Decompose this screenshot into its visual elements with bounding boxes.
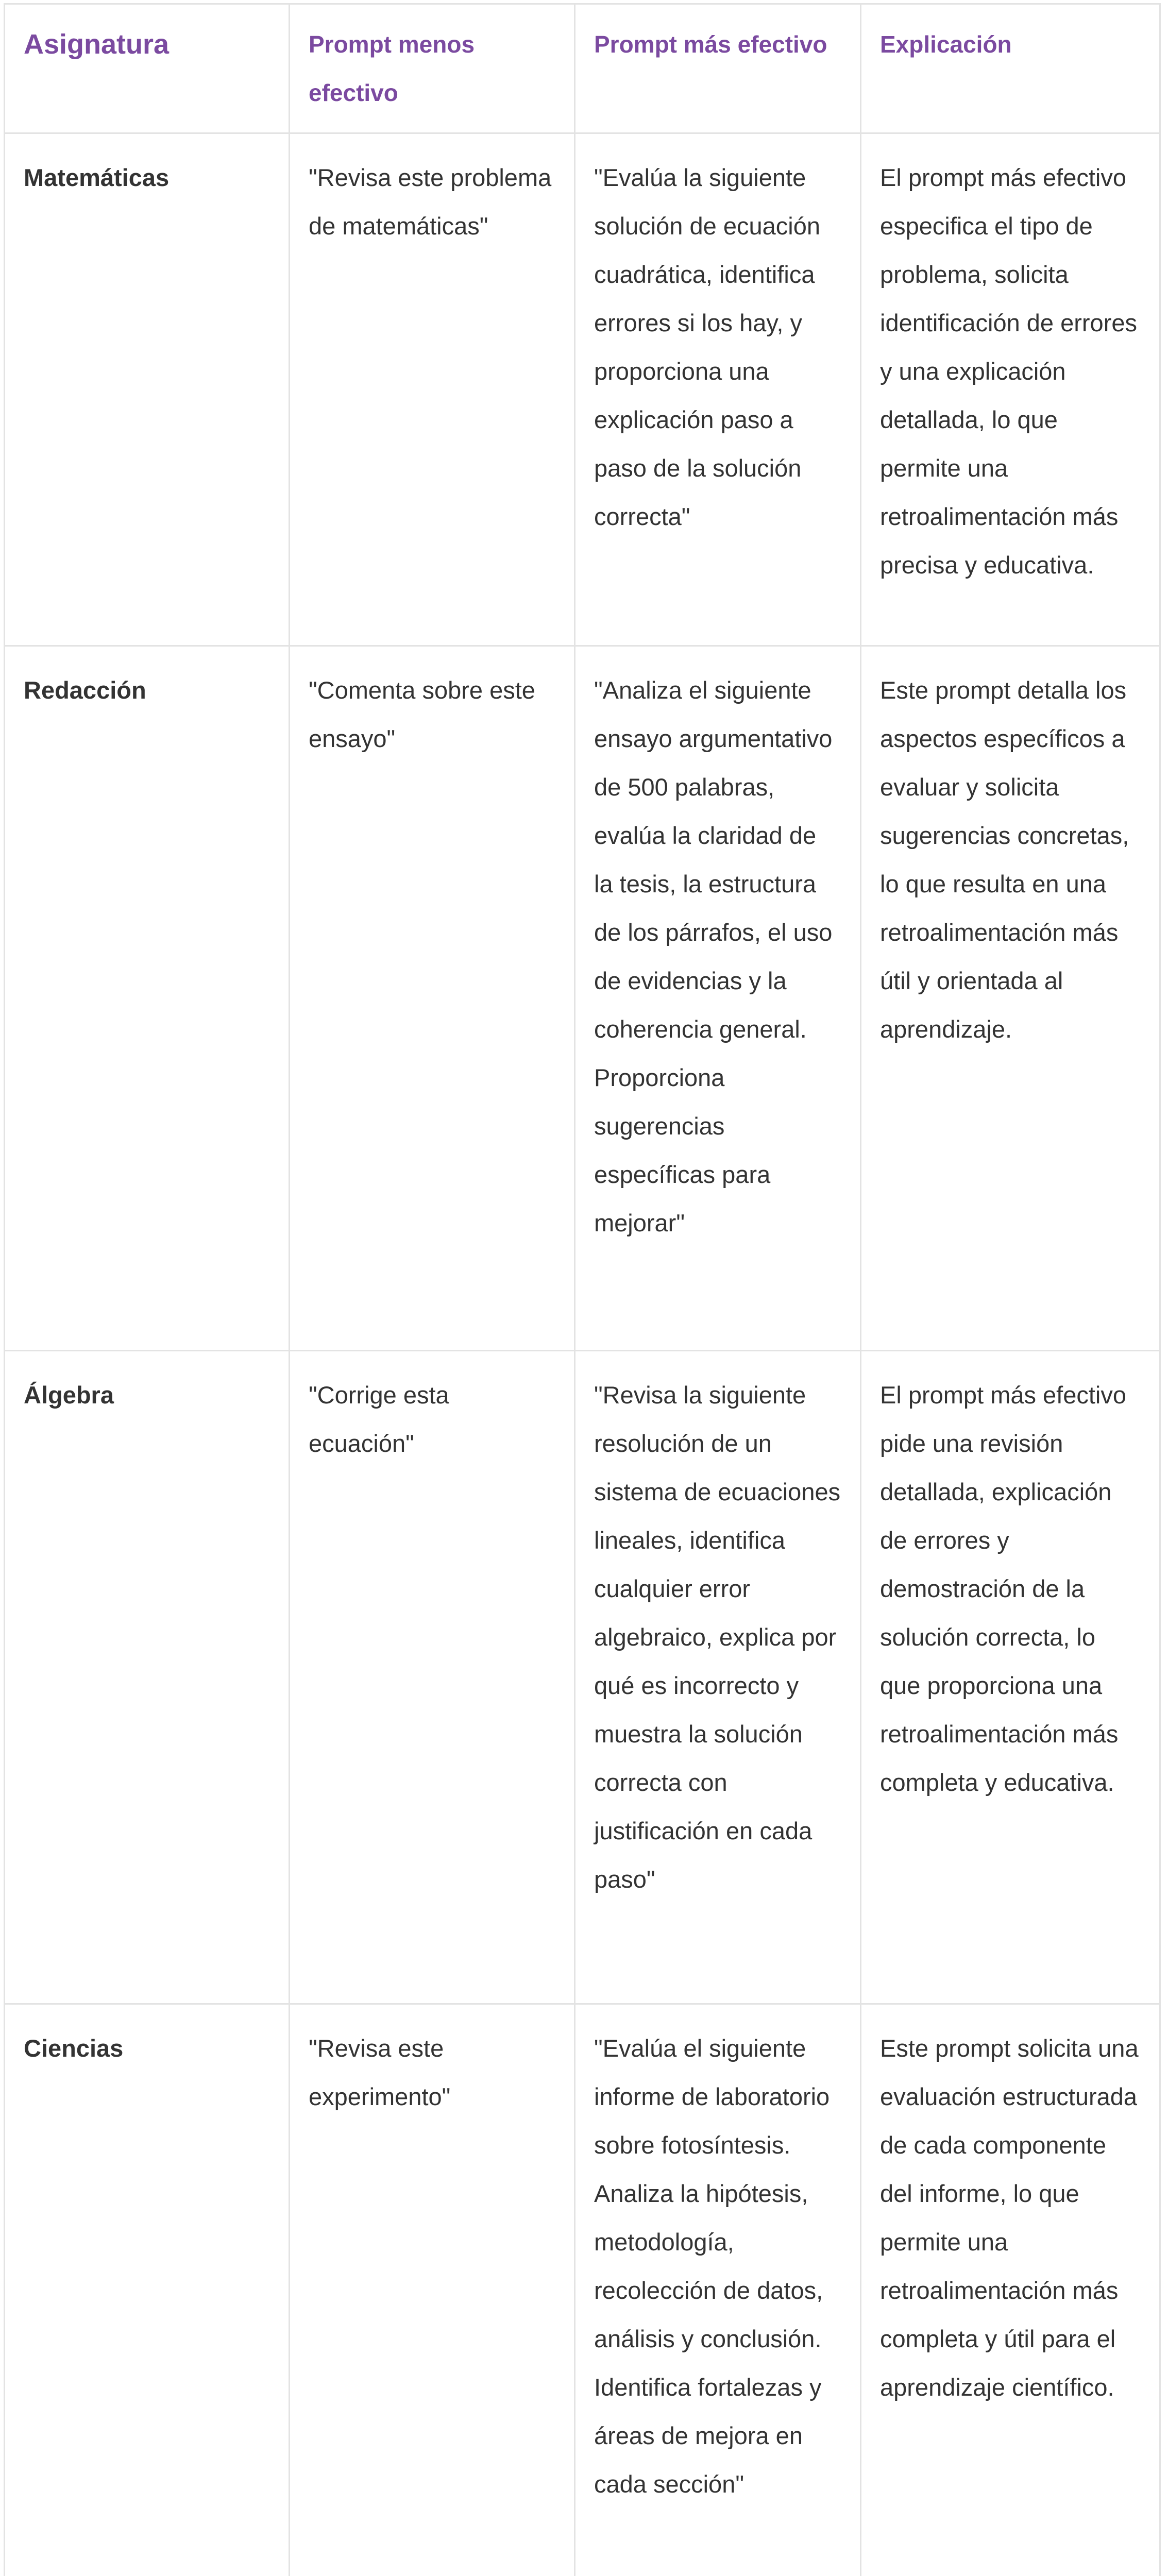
more-effective-prompt-cell: "Evalúa el siguiente informe de laboratorio sobre fotosíntesis. Analiza la hipótesis, metodología, recolección de datos, análisis y conclusión. Identifica fortalezas y áreas de mejora en cada sección" <box>575 2004 861 2576</box>
subject-cell: Matemáticas <box>5 133 290 646</box>
subject-cell: Álgebra <box>5 1351 290 2004</box>
subject-cell: Redacción <box>5 646 290 1351</box>
header-explicacion: Explicación <box>861 4 1160 133</box>
less-effective-prompt-cell: "Corrige esta ecuación" <box>290 1351 575 2004</box>
header-asignatura: Asignatura <box>5 4 290 133</box>
table-body <box>5 133 1160 2576</box>
prompt-comparison-table <box>4 3 1161 2576</box>
subject-cell: Ciencias <box>5 2004 290 2576</box>
table-row-ciencias <box>5 2004 1160 2576</box>
more-effective-prompt-cell: "Evalúa la siguiente solución de ecuación cuadrática, identifica errores si los hay, y proporciona una explicación paso a paso de la solución correcta" <box>575 133 861 646</box>
header-prompt-menos-efectivo: Prompt menos efectivo <box>290 4 575 133</box>
explanation-cell: El prompt más efectivo pide una revisión detallada, explicación de errores y demostración de la solución correcta, lo que proporciona una retroalimentación más completa y educativa. <box>861 1351 1160 2004</box>
header-prompt-mas-efectivo: Prompt más efectivo <box>575 4 861 133</box>
explanation-cell: Este prompt detalla los aspectos específicos a evaluar y solicita sugerencias concretas, lo que resulta en una retroalimentación más útil y orientada al aprendizaje. <box>861 646 1160 1351</box>
more-effective-prompt-cell: "Revisa la siguiente resolución de un sistema de ecuaciones lineales, identifica cualquier error algebraico, explica por qué es incorrecto y muestra la solución correcta con justificación en cada paso" <box>575 1351 861 2004</box>
explanation-cell: El prompt más efectivo especifica el tipo de problema, solicita identificación de errores y una explicación detallada, lo que permite una retroalimentación más precisa y educativa. <box>861 133 1160 646</box>
explanation-cell: Este prompt solicita una evaluación estructurada de cada componente del informe, lo que permite una retroalimentación más completa y útil para el aprendizaje científico. <box>861 2004 1160 2576</box>
table-row-matematicas <box>5 133 1160 646</box>
header-row <box>5 4 1160 133</box>
table-header <box>5 4 1160 133</box>
more-effective-prompt-cell: "Analiza el siguiente ensayo argumentativo de 500 palabras, evalúa la claridad de la tesis, la estructura de los párrafos, el uso de evidencias y la coherencia general. Proporciona sugerencias específicas para mejorar" <box>575 646 861 1351</box>
table-row-redaccion <box>5 646 1160 1351</box>
less-effective-prompt-cell: "Comenta sobre este ensayo" <box>290 646 575 1351</box>
less-effective-prompt-cell: "Revisa este experimento" <box>290 2004 575 2576</box>
table-row-algebra <box>5 1351 1160 2004</box>
less-effective-prompt-cell: "Revisa este problema de matemáticas" <box>290 133 575 646</box>
